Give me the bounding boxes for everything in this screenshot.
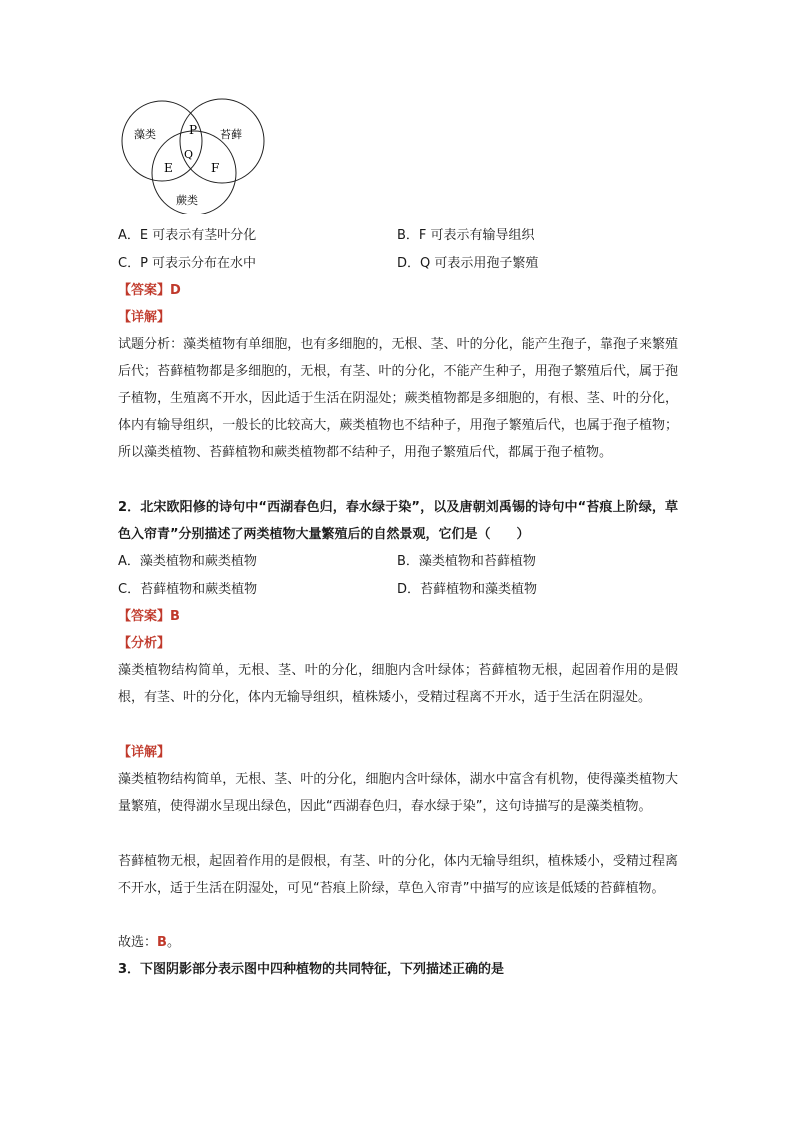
q3-stem: 3．下图阴影部分表示图中四种植物的共同特征，下列描述正确的是	[118, 962, 505, 977]
q1-option-c: C．P 可表示分布在水中	[118, 256, 257, 271]
answer-label: 【答案】	[118, 609, 171, 624]
q2-option-a: A．藻类植物和蕨类植物	[118, 554, 257, 569]
q2-detail-label: 【详解】	[118, 745, 171, 760]
venn-label-moss: 苔藓	[220, 128, 242, 141]
answer-label: 【答案】	[118, 283, 171, 298]
venn-diagram	[118, 96, 268, 214]
q2-stem: 2．北宋欧阳修的诗句中“西湖春色归，春水绿于染”，以及唐朝刘禹锡的诗句中“苔痕上阶绿，草色入帘青”分别描述了两类植物大量繁殖后的自然景观，它们是（ ）	[118, 500, 678, 542]
q1-option-b: B．F 可表示有输导组织	[397, 228, 535, 243]
choose-value: B	[157, 935, 167, 950]
q1-option-d: D．Q 可表示用孢子繁殖	[397, 256, 539, 271]
choose-label: 故选：	[118, 935, 158, 950]
q1-detail-label: 【详解】	[118, 310, 171, 325]
q1-detail-text: 试题分析：藻类植物有单细胞，也有多细胞的，无根、茎、叶的分化，能产生孢子，靠孢子来繁殖后代；苔藓植物都是多细胞的，无根，有茎、叶的分化，不能产生种子，用孢子繁殖后代，属于孢子植物，生殖离不开水，因此适于生活在阴湿处；蕨类植物都是多细胞的，有根、茎、叶的分化，体内有输导组织，一般长的比较高大，蕨类植物也不结种子，用孢子繁殖后代，也属于孢子植物；所以藻类植物、苔藓植物和蕨类植物都不结种子，用孢子繁殖后代，都属于孢子植物。	[118, 337, 678, 460]
q2-analysis-text: 藻类植物结构简单，无根、茎、叶的分化，细胞内含叶绿体；苔藓植物无根，起固着作用的是假根，有茎、叶的分化，体内无输导组织，植株矮小，受精过程离不开水，适于生活在阴湿处。	[118, 663, 678, 705]
q2-detail-text-2: 苔藓植物无根，起固着作用的是假根，有茎、叶的分化，体内无输导组织，植株矮小，受精过程离不开水，适于生活在阴湿处，可见“苔痕上阶绿，草色入帘青”中描写的应该是低矮的苔藓植物。	[118, 854, 678, 896]
q2-option-d: D．苔藓植物和藻类植物	[397, 582, 538, 597]
q1-answer	[118, 277, 181, 304]
venn-label-algae: 藻类	[134, 128, 156, 141]
answer-value: D	[170, 283, 181, 298]
q2-choose	[118, 929, 180, 956]
venn-label-e: E	[164, 161, 173, 175]
venn-label-p: P	[189, 123, 198, 137]
q2-detail-text-1: 藻类植物结构简单，无根、茎、叶的分化，细胞内含叶绿体，湖水中富含有机物，使得藻类植物大量繁殖，使得湖水呈现出绿色，因此“西湖春色归，春水绿于染”，这句诗描写的是藻类植物。	[118, 772, 678, 814]
venn-circle-moss	[180, 99, 264, 183]
q1-option-a: A．E 可表示有茎叶分化	[118, 228, 257, 243]
q2-option-b: B．藻类植物和苔藓植物	[397, 554, 536, 569]
answer-value: B	[170, 609, 180, 624]
venn-circle-algae	[122, 101, 202, 181]
q2-answer	[118, 603, 180, 630]
venn-label-f: F	[211, 161, 220, 175]
venn-label-fern: 蕨类	[176, 194, 198, 207]
venn-label-q: Q	[184, 148, 194, 161]
q2-analysis-label: 【分析】	[118, 636, 171, 651]
choose-end: 。	[166, 935, 180, 950]
q2-option-c: C．苔藓植物和蕨类植物	[118, 582, 258, 597]
